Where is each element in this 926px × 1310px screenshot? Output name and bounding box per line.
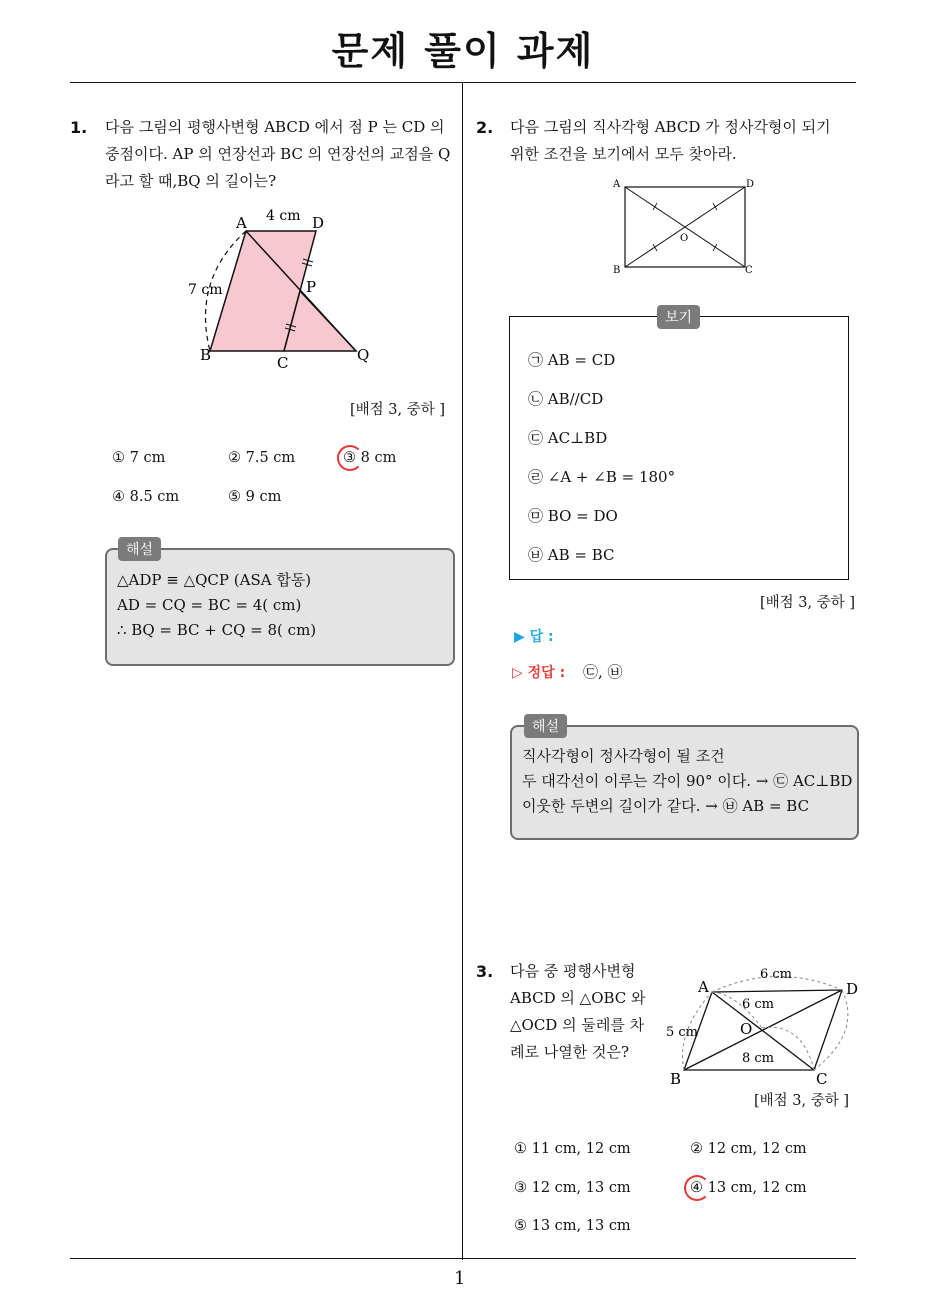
column-divider [462, 82, 463, 1260]
q3-choice-3[interactable]: ③ 12 cm, 13 cm [514, 1180, 631, 1196]
question-2-explanation-body [522, 744, 852, 819]
q1-choice-2[interactable]: ② 7.5 cm [228, 450, 296, 466]
q3-choice-1[interactable]: ① 11 cm, 12 cm [514, 1141, 631, 1157]
question-1-explanation-tag: 해설 [118, 537, 161, 561]
question-1-line-2: 중점이다. AP 의 연장선과 BC 의 연장선의 교점을 Q [105, 145, 451, 163]
question-3-text [510, 958, 670, 1066]
question-2-text [510, 114, 850, 168]
q3-choice-5[interactable]: ⑤ 13 cm, 13 cm [514, 1218, 631, 1234]
q2-expl-line-2: 두 대각선이 이루는 각이 90° 이다. → ㉢ AC⊥BD [522, 772, 853, 790]
q1-expl-line-1: △ADP ≡ △QCP (ASA 합동) [117, 571, 312, 589]
page-title: 문제 풀이 과제 [331, 29, 595, 73]
question-3-number: 3. [476, 962, 494, 981]
bogi-item-3: ㉢ AC⊥BD [528, 429, 608, 447]
q2-expl-line-3: 이웃한 두변의 길이가 같다. → ㉥ AB = BC [522, 797, 810, 815]
q3-choice-4[interactable]: ④ 13 cm, 12 cm [690, 1180, 807, 1196]
footer-rule [70, 1258, 856, 1259]
question-2-score: [배점 3, 중하 ] [760, 595, 856, 611]
question-1-score: [배점 3, 중하 ] [350, 402, 446, 418]
q1-choice-5[interactable]: ⑤ 9 cm [228, 489, 282, 505]
question-2-number: 2. [476, 118, 494, 137]
question-3-line-4: 례로 나열한 것은? [510, 1043, 630, 1061]
bogi-item-5: ㉤ BO = DO [528, 507, 618, 525]
q1-expl-line-3: ∴ BQ = BC + CQ = 8( cm) [117, 621, 317, 639]
label-b: B [200, 346, 212, 364]
question-2-figure [605, 174, 765, 284]
svg-text:5 cm: 5 cm [666, 1025, 699, 1040]
question-3-line-1: 다음 중 평행사변형 [510, 962, 636, 980]
svg-text:C: C [816, 1070, 828, 1088]
svg-text:6 cm: 6 cm [760, 967, 793, 982]
svg-text:A: A [613, 179, 621, 190]
header-rule [70, 82, 856, 83]
svg-text:B: B [613, 265, 621, 276]
question-1-line-1: 다음 그림의 평행사변형 ABCD 에서 점 P 는 CD 의 [105, 118, 445, 136]
svg-text:A: A [698, 978, 709, 996]
correct-answer-label: ▷ 정답 : [512, 665, 566, 681]
question-1-text [105, 114, 455, 195]
question-3-line-2: ABCD 의 △OBC 와 [510, 989, 646, 1007]
label-side-length: 7 cm [188, 282, 223, 298]
bogi-item-1: ㉠ AB = CD [528, 351, 616, 369]
q3-answer-mark [684, 1175, 710, 1201]
q1-choice-3[interactable]: ③ 8 cm [343, 450, 397, 466]
bogi-item-2: ㉡ AB//CD [528, 390, 604, 408]
question-2-explanation-tag: 해설 [524, 714, 567, 738]
question-2-line-1: 다음 그림의 직사각형 ABCD 가 정사각형이 되기 [510, 118, 831, 136]
svg-text:O: O [680, 233, 689, 244]
label-c: C [277, 354, 289, 372]
label-q: Q [357, 346, 370, 364]
svg-text:6 cm: 6 cm [742, 997, 775, 1012]
svg-text:D: D [746, 179, 755, 190]
bogi-item-6: ㉥ AB = BC [528, 546, 615, 564]
q1-choice-1[interactable]: ① 7 cm [112, 450, 166, 466]
question-3-figure [662, 962, 862, 1092]
svg-text:O: O [740, 1020, 753, 1038]
question-1-explanation-body [117, 568, 316, 643]
svg-text:D: D [846, 980, 859, 998]
q1-choice-4[interactable]: ④ 8.5 cm [112, 489, 180, 505]
bogi-item-4: ㉣ ∠A + ∠B = 180° [528, 468, 676, 486]
label-a: A [236, 214, 247, 232]
svg-text:B: B [670, 1070, 682, 1088]
q1-expl-line-2: AD = CQ = BC = 4( cm) [117, 596, 302, 614]
question-2-line-2: 위한 조건을 보기에서 모두 찾아라. [510, 145, 737, 163]
answer-label: ▶ 답 : [514, 629, 554, 645]
label-d: D [312, 214, 325, 232]
question-1-figure [180, 200, 380, 375]
bogi-tag: 보기 [657, 305, 700, 329]
question-1-line-3: 라고 할 때,BQ 의 길이는? [105, 172, 277, 190]
correct-answer-value: ㉢, ㉥ [583, 663, 623, 681]
question-3-score: [배점 3, 중하 ] [754, 1093, 850, 1109]
svg-text:C: C [745, 265, 753, 276]
q3-choice-2[interactable]: ② 12 cm, 12 cm [690, 1141, 807, 1157]
label-p: P [306, 278, 317, 296]
question-3-line-3: △OCD 의 둘레를 차 [510, 1016, 645, 1034]
page-number: 1 [454, 1268, 466, 1289]
svg-text:8 cm: 8 cm [742, 1051, 775, 1066]
label-top-length: 4 cm [266, 208, 301, 224]
question-1-number: 1. [70, 118, 88, 137]
q2-expl-line-1: 직사각형이 정사각형이 될 조건 [522, 747, 725, 765]
q1-answer-mark [337, 445, 363, 471]
